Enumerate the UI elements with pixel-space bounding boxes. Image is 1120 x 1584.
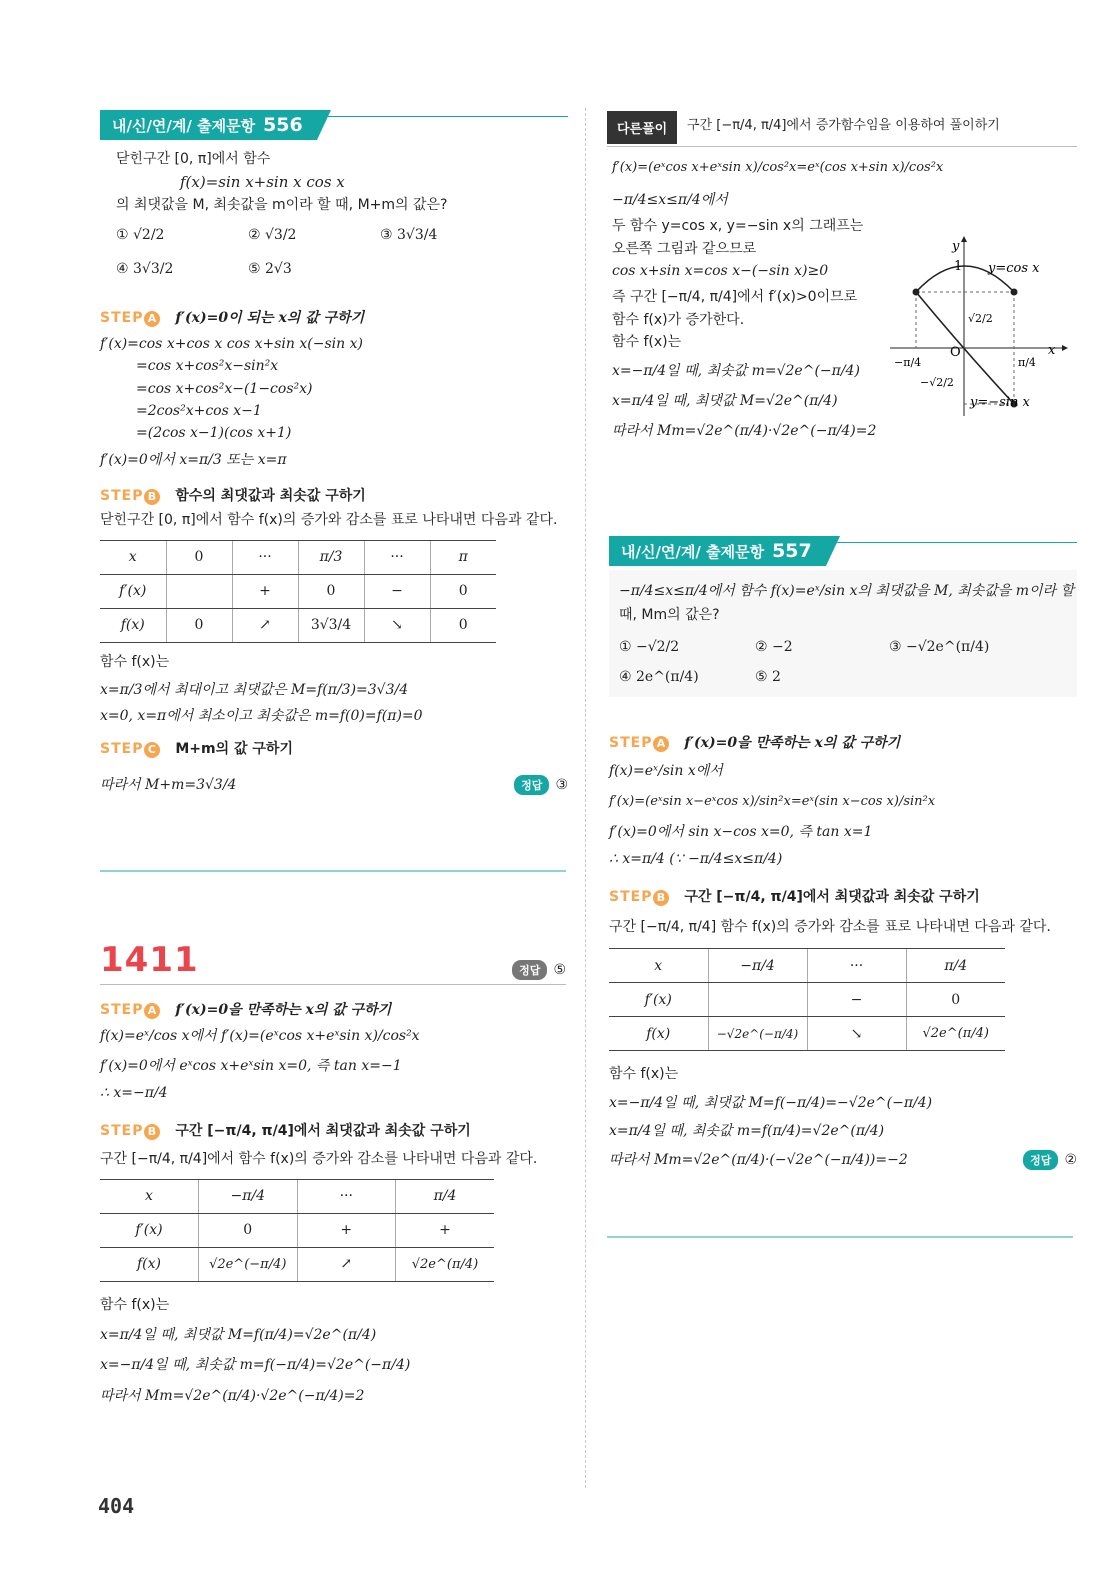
step-letter-c: C xyxy=(144,742,160,758)
answer-indicator xyxy=(512,960,566,980)
table-cell: 0 xyxy=(430,574,496,608)
table-cell: ··· xyxy=(364,540,430,574)
table-intro: 구간 [−π/4, π/4]에서 함수 f(x)의 증가와 감소를 나타내면 다음과 같다. xyxy=(100,1151,538,1168)
math-line: −π/4≤x≤π/4에서 xyxy=(612,191,728,208)
table-cell: 0 xyxy=(166,540,232,574)
math-line: x=−π/4일 때, 최솟값 m=√2e^(−π/4) xyxy=(612,362,860,379)
choice-3[interactable]: ③ 3√3/4 xyxy=(380,226,438,243)
table-cell: ··· xyxy=(807,949,906,983)
trig-graph xyxy=(890,230,1070,420)
derivative-lines xyxy=(100,1025,566,1104)
question-line: −π/4≤x≤π/4에서 함수 f(x)=eˣ/sin x의 최댓값을 M, 최솟값을 m이라 할 xyxy=(619,583,1075,599)
table-row xyxy=(100,1247,494,1281)
step-letter-a: A xyxy=(144,311,160,327)
table-cell: f′(x) xyxy=(100,574,166,608)
math-line: x=π/4일 때, 최댓값 M=√2e^(π/4) xyxy=(612,392,838,409)
table-cell: π/3 xyxy=(298,540,364,574)
y-axis-label: y xyxy=(952,239,960,254)
step-title: 함수의 최댓값과 최솟값 구하기 xyxy=(175,488,366,505)
math-line: x=0, x=π에서 최소이고 최솟값은 m=f(0)=f(π)=0 xyxy=(100,708,423,725)
step-tag: STEP A xyxy=(100,310,160,326)
math-line: f′(x)=(eˣsin x−eˣcos x)/sin²x=eˣ(sin x−cos x)/sin²x xyxy=(609,794,936,810)
table-cell: f(x) xyxy=(100,1247,199,1281)
table-cell: ··· xyxy=(232,540,298,574)
result-lines xyxy=(100,1294,566,1408)
choice-4[interactable]: ④ 3√3/2 xyxy=(116,260,174,277)
answer-value: ③ xyxy=(555,776,568,793)
answer-badge: 정답 xyxy=(1023,1150,1058,1170)
step-letter-b: B xyxy=(653,890,669,906)
table-cell: f′(x) xyxy=(100,1213,199,1247)
math-line: x=π/3에서 최대이고 최댓값은 M=f(π/3)=3√3/4 xyxy=(100,681,409,698)
alt-label: 다른풀이 xyxy=(607,111,677,144)
derivative-lines xyxy=(609,760,1077,870)
math-line: f′(x)=(eˣcos x+eˣsin x)/cos²x=eˣ(cos x+sin x)/cos²x xyxy=(612,160,944,175)
step-title: f′(x)=0을 만족하는 x의 값 구하기 xyxy=(175,1002,392,1018)
table-cell: 0 xyxy=(906,983,1005,1017)
header-label: 내/신/연/계/ 출제문항 xyxy=(621,542,765,561)
variation-table-1411 xyxy=(100,1179,494,1282)
function-definition: f(x)=sin x+sin x cos x xyxy=(180,173,345,192)
table-row xyxy=(100,1179,494,1213)
table-cell: f′(x) xyxy=(609,983,708,1017)
choice-2[interactable]: ② √3/2 xyxy=(248,226,297,243)
step-b-heading xyxy=(100,1120,566,1140)
choice-1[interactable]: ① −√2/2 xyxy=(619,638,680,655)
math-line: x=π/4일 때, 최댓값 M=f(π/4)=√2e^(π/4) xyxy=(100,1326,377,1343)
table-row xyxy=(100,1213,494,1247)
problem-1411-header xyxy=(100,940,566,985)
step-title: f′(x)=0이 되는 x의 값 구하기 xyxy=(175,309,365,326)
table-cell: π/4 xyxy=(906,949,1005,983)
problem-557-body xyxy=(609,570,1077,697)
table-row xyxy=(609,983,1005,1017)
intersection-point xyxy=(1011,289,1018,296)
table-cell: + xyxy=(232,574,298,608)
table-cell: −π/4 xyxy=(199,1179,298,1213)
problem-1411 xyxy=(100,940,566,1407)
choices-row xyxy=(619,669,1069,685)
origin-label: O xyxy=(950,345,961,360)
step-b-heading xyxy=(100,485,568,505)
table-cell: π xyxy=(430,540,496,574)
question-line: 닫힌구간 [0, π]에서 함수 xyxy=(116,151,271,167)
math-line: x=π/4일 때, 최솟값 m=f(π/4)=√2e^(π/4) xyxy=(609,1123,885,1140)
text-line: 즉 구간 [−π/4, π/4]에서 f′(x)>0이므로 xyxy=(612,289,858,306)
step-tag: STEP B xyxy=(100,488,160,504)
header-rule xyxy=(607,146,1077,147)
table-cell: √2e^(−π/4) xyxy=(199,1247,298,1281)
root2-neg-label: −√2/2 xyxy=(920,376,954,389)
section-rule xyxy=(100,870,566,872)
answer-indicator xyxy=(514,775,568,795)
math-line: f′(x)=0에서 x=π/3 또는 x=π xyxy=(100,451,287,468)
table-cell: f(x) xyxy=(609,1017,708,1051)
table-cell: − xyxy=(807,983,906,1017)
table-cell: x xyxy=(100,540,166,574)
text-line: 오른쪽 그림과 같으므로 xyxy=(612,240,757,257)
math-line: f(x)=eˣ/cos x에서 f′(x)=(eˣcos x+eˣsin x)/cos²x xyxy=(100,1028,420,1044)
table-cell: ↘ xyxy=(807,1017,906,1051)
step-tag: STEP C xyxy=(100,741,160,757)
table-cell: + xyxy=(297,1213,396,1247)
alt-title: 구간 [−π/4, π/4]에서 증가함수임을 이용하여 풀이하기 xyxy=(687,118,1000,133)
step-letter-a: A xyxy=(144,1003,160,1019)
question-line: 의 최댓값을 M, 최솟값을 m이라 할 때, M+m의 값은? xyxy=(116,197,448,214)
left-column xyxy=(100,110,568,796)
math-line: 따라서 Mm=√2e^(π/4)·√2e^(−π/4)=2 xyxy=(100,1387,365,1404)
math-line: f′(x)=0에서 sin x−cos x=0, 즉 tan x=1 xyxy=(609,824,873,841)
math-line: f′(x)=cos x+cos x cos x+sin x(−sin x) xyxy=(100,335,363,352)
section-rule xyxy=(607,1236,1073,1238)
math-line: ∴ x=π/4 (∵ −π/4≤x≤π/4) xyxy=(609,850,783,867)
pos-pi4-label: π/4 xyxy=(1018,356,1036,369)
step-a-heading xyxy=(100,999,566,1019)
table-cell: 3√3/4 xyxy=(298,608,364,642)
text-line: 함수 f(x)는 xyxy=(612,334,682,351)
math-line: =cos x+cos²x−sin²x xyxy=(136,358,279,375)
choices-row xyxy=(116,261,568,277)
math-line: x=−π/4일 때, 최댓값 M=f(−π/4)=−√2e^(−π/4) xyxy=(609,1094,933,1111)
step-c-heading xyxy=(100,738,568,758)
table-row xyxy=(100,574,496,608)
text-line: 함수 f(x)는 xyxy=(100,1296,170,1313)
step-b-heading xyxy=(609,886,1077,906)
text-line: 함수 f(x)는 xyxy=(609,1066,679,1083)
problem-557 xyxy=(609,536,1077,697)
table-cell: ↗ xyxy=(297,1247,396,1281)
math-line: 따라서 Mm=√2e^(π/4)·√2e^(−π/4)=2 xyxy=(612,423,877,440)
table-row xyxy=(609,949,1005,983)
variation-table-557 xyxy=(609,948,1005,1051)
math-line: 따라서 M+m=3√3/4 xyxy=(100,776,237,793)
problem-557-header xyxy=(609,536,1077,570)
table-cell: π/4 xyxy=(396,1179,495,1213)
math-line: =cos x+cos²x−(1−cos²x) xyxy=(136,380,313,397)
x-axis-label: x xyxy=(1048,343,1056,358)
answer-badge: 정답 xyxy=(512,960,547,980)
one-label: 1 xyxy=(954,259,963,274)
result-lines xyxy=(100,651,568,728)
final-answer-row xyxy=(100,774,568,796)
page-number: 404 xyxy=(98,1494,135,1518)
table-cell: √2e^(π/4) xyxy=(906,1017,1005,1051)
final-answer-row xyxy=(609,1149,1077,1171)
variation-table-556 xyxy=(100,540,496,643)
step-title: f′(x)=0을 만족하는 x의 값 구하기 xyxy=(684,735,901,751)
problem-556-header xyxy=(100,110,568,144)
text-line: 함수 f(x)는 xyxy=(100,653,170,670)
table-cell: 0 xyxy=(298,574,364,608)
math-line: =2cos²x+cos x−1 xyxy=(136,402,262,419)
answer-badge: 정답 xyxy=(514,775,549,795)
table-cell: −π/4 xyxy=(708,949,807,983)
answer-value: ② xyxy=(1064,1151,1077,1168)
table-cell: x xyxy=(609,949,708,983)
choice-5[interactable]: ⑤ 2√3 xyxy=(248,260,292,277)
step-letter-a: A xyxy=(653,736,669,752)
table-cell xyxy=(166,574,232,608)
problem-number: 1411 xyxy=(100,940,199,980)
choices-row xyxy=(116,227,568,243)
choice-3[interactable]: ③ −√2e^(π/4) xyxy=(889,638,990,655)
table-row xyxy=(100,608,496,642)
header-rule xyxy=(300,116,568,117)
answer-value: ⑤ xyxy=(553,962,566,978)
table-intro: 구간 [−π/4, π/4] 함수 f(x)의 증가와 감소를 표로 나타내면 다음과 같다. xyxy=(609,918,1051,935)
header-rule xyxy=(809,542,1077,543)
table-row xyxy=(609,1017,1005,1051)
math-line: 따라서 Mm=√2e^(π/4)·(−√2e^(−π/4))=−2 xyxy=(609,1151,908,1168)
table-cell: 0 xyxy=(166,608,232,642)
alt-solution-header xyxy=(607,108,1077,146)
math-line: f(x)=eˣ/sin x에서 xyxy=(609,763,723,779)
header-number: 557 xyxy=(772,540,812,562)
math-line: cos x+sin x=cos x−(−sin x)≥0 xyxy=(612,262,829,279)
choice-5[interactable]: ⑤ 2 xyxy=(755,668,781,685)
step-letter-b: B xyxy=(144,1124,160,1140)
result-lines xyxy=(609,1063,1077,1171)
table-cell: 0 xyxy=(199,1213,298,1247)
derivative-lines xyxy=(100,333,568,471)
math-line: f′(x)=0에서 eˣcos x+eˣsin x=0, 즉 tan x=−1 xyxy=(100,1058,402,1075)
text-line: 두 함수 y=cos x, y=−sin x의 그래프는 xyxy=(612,218,864,235)
neg-pi4-label: −π/4 xyxy=(894,356,922,369)
choice-2[interactable]: ② −2 xyxy=(755,638,793,655)
table-intro: 닫힌구간 [0, π]에서 함수 f(x)의 증가와 감소를 표로 나타내면 다음과 같다. xyxy=(100,512,558,529)
math-line: x=−π/4일 때, 최솟값 m=f(−π/4)=√2e^(−π/4) xyxy=(100,1357,411,1374)
step-tag: STEP A xyxy=(609,735,669,751)
table-row xyxy=(100,540,496,574)
choice-4[interactable]: ④ 2e^(π/4) xyxy=(619,668,699,685)
answer-indicator xyxy=(1023,1150,1077,1170)
solution-557 xyxy=(609,732,1077,1171)
table-cell: −√2e^(−π/4) xyxy=(708,1017,807,1051)
table-cell: x xyxy=(100,1179,199,1213)
choices-row xyxy=(619,639,1069,655)
root2-pos-label: √2/2 xyxy=(968,312,993,325)
solution-556 xyxy=(100,307,568,796)
step-title: 구간 [−π/4, π/4]에서 최댓값과 최솟값 구하기 xyxy=(684,888,980,905)
step-title: M+m의 값 구하기 xyxy=(175,740,293,757)
step-tag: STEP B xyxy=(609,889,669,905)
step-tag: STEP A xyxy=(100,1002,160,1018)
intersection-point xyxy=(913,289,920,296)
step-title: 구간 [−π/4, π/4]에서 최댓값과 최솟값 구하기 xyxy=(175,1123,471,1140)
table-cell: ↗ xyxy=(232,608,298,642)
header-label: 내/신/연/계/ 출제문항 xyxy=(112,116,256,135)
problem-header-badge xyxy=(100,110,317,140)
table-cell: f(x) xyxy=(100,608,166,642)
table-cell: 0 xyxy=(430,608,496,642)
column-divider xyxy=(585,108,586,1488)
question-line: 때, Mm의 값은? xyxy=(619,607,720,624)
step-a-heading xyxy=(609,732,1077,752)
step-tag: STEP B xyxy=(100,1123,160,1139)
sin-curve-label: y=−sin x xyxy=(970,395,1030,410)
step-a-heading xyxy=(100,307,568,327)
y-axis-arrow xyxy=(961,236,967,242)
text-line: 함수 f(x)가 증가한다. xyxy=(612,311,745,328)
table-cell: ↘ xyxy=(364,608,430,642)
x-axis-arrow xyxy=(1062,345,1068,351)
math-line: =(2cos x−1)(cos x+1) xyxy=(136,425,292,442)
header-number: 556 xyxy=(263,114,303,136)
table-cell: √2e^(π/4) xyxy=(396,1247,495,1281)
choice-1[interactable]: ① √2/2 xyxy=(116,226,165,243)
problem-header-badge xyxy=(609,536,826,566)
table-cell: − xyxy=(364,574,430,608)
cos-curve-label: y=cos x xyxy=(988,261,1040,276)
math-line: ∴ x=−π/4 xyxy=(100,1084,168,1101)
step-letter-b: B xyxy=(144,489,160,505)
table-cell: ··· xyxy=(297,1179,396,1213)
table-cell xyxy=(708,983,807,1017)
table-cell: + xyxy=(396,1213,495,1247)
problem-556-body xyxy=(100,148,568,277)
